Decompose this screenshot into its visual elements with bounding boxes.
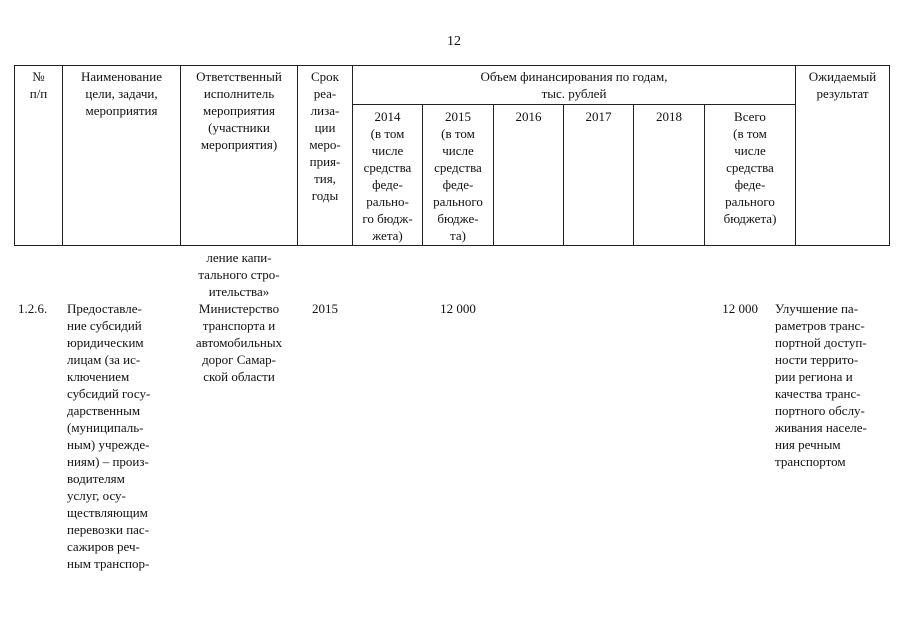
row-value-2015: 12 000 [440, 301, 476, 316]
col-border [563, 104, 564, 246]
table-header-bottom-border [14, 245, 889, 246]
col-border [889, 65, 890, 246]
col-border [493, 104, 494, 246]
header-responsible: Ответственный исполнитель мероприятия (участники мероприятия) [196, 69, 282, 152]
page-number: 12 [447, 34, 461, 49]
header-year-2017: 2017 [585, 109, 612, 124]
row-responsible: Министерство транспорта и автомобильных дорог Самар- ской области [195, 301, 283, 384]
header-total: Всего (в том числе средства феде- рального бюджета) [723, 109, 777, 226]
header-year-2015: 2015 (в том числе средства феде- рального бюдже- та) [433, 109, 483, 243]
row-total: 12 000 [722, 301, 758, 316]
header-number: № п/п [29, 69, 48, 101]
col-border [633, 104, 634, 246]
table-top-border [14, 65, 889, 66]
row-number: 1.2.6. [18, 301, 48, 316]
header-name: Наименование цели, задачи, мероприятия [81, 69, 162, 118]
row-name: Предоставле- ние субсидий юридическим лицам (за ис- ключением субсидий госу- дарственным (муниципаль- ным) учрежде- ниям) – произ- водителям услуг, осу- ществляющим перевозки пас- сажиров реч- ным транспор- [67, 301, 151, 571]
header-year-2016: 2016 [515, 109, 542, 124]
years-divider-line [352, 104, 795, 105]
previous-row-continuation: ление капи- тального стро- ительства» [198, 250, 280, 299]
header-year-2018: 2018 [656, 109, 682, 124]
header-result: Ожидаемый результат [808, 69, 877, 101]
row-result: Улучшение па- раметров транс- портной доступ- ности террито- рии региона и качества транс- портного обслу- живания населе- ния речным транспортом [775, 301, 867, 469]
header-term: Срок реа- лиза- ции меро- прия- тия, годы [309, 69, 341, 203]
header-financing: Объем финансирования по годам, тыс. рублей [480, 69, 668, 101]
header-year-2014: 2014 (в том числе средства феде- рально- го бюдж- жета) [362, 109, 413, 243]
row-term: 2015 [312, 301, 338, 316]
